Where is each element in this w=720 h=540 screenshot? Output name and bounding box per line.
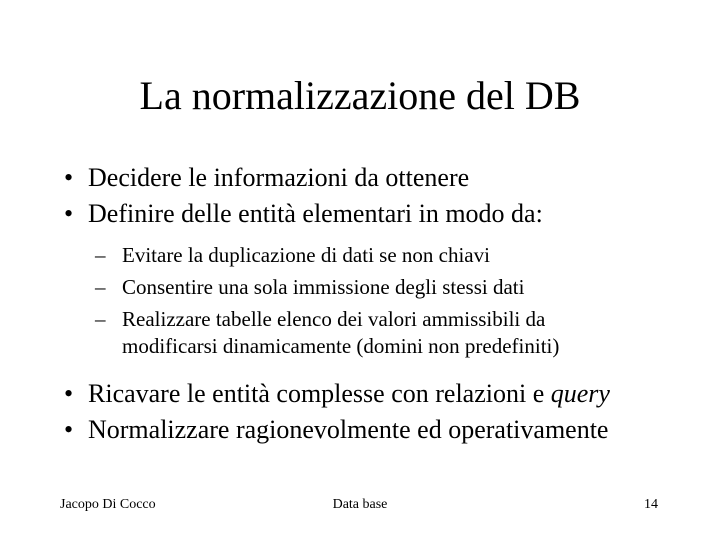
sub-bullet-text: Realizzare tabelle elenco dei valori ammissibili da modificarsi dinamicamente (domini non predefiniti)	[122, 307, 560, 358]
bullet-list-top	[64, 160, 694, 232]
dash-icon: –	[95, 307, 106, 331]
bullet-icon: •	[64, 415, 74, 444]
sub-bullet-item	[95, 274, 675, 301]
sub-bullet-list	[95, 242, 675, 360]
bullet-text-italic: query	[550, 379, 610, 408]
slide-title: La normalizzazione del DB	[139, 73, 581, 118]
sub-bullet-text: Consentire una sola immissione degli stessi dati	[122, 275, 525, 299]
sub-bullet-item	[95, 242, 675, 269]
sub-bullet-text: Evitare la duplicazione di dati se non chiavi	[122, 243, 490, 267]
bullet-icon: •	[64, 379, 74, 408]
bullet-text: Definire delle entità elementari in modo da:	[88, 199, 543, 228]
dash-icon: –	[95, 275, 106, 299]
bullet-icon: •	[64, 199, 74, 228]
bullet-text: Decidere le informazioni da ottenere	[88, 163, 470, 192]
bullet-item	[64, 376, 694, 412]
bullet-text: Ricavare le entità complesse con relazioni e	[88, 379, 551, 408]
bullet-item	[64, 412, 694, 448]
sub-bullet-item	[95, 306, 642, 360]
bullet-text: Normalizzare ragionevolmente ed operativamente	[88, 415, 609, 444]
bullet-icon: •	[64, 163, 74, 192]
footer-author: Jacopo Di Cocco	[60, 497, 156, 512]
bullet-item	[64, 160, 694, 196]
footer-subject: Data base	[332, 497, 388, 512]
dash-icon: –	[95, 243, 106, 267]
footer-page-number: 14	[644, 497, 658, 512]
bullet-list-bottom	[64, 376, 694, 448]
bullet-item	[64, 196, 694, 232]
